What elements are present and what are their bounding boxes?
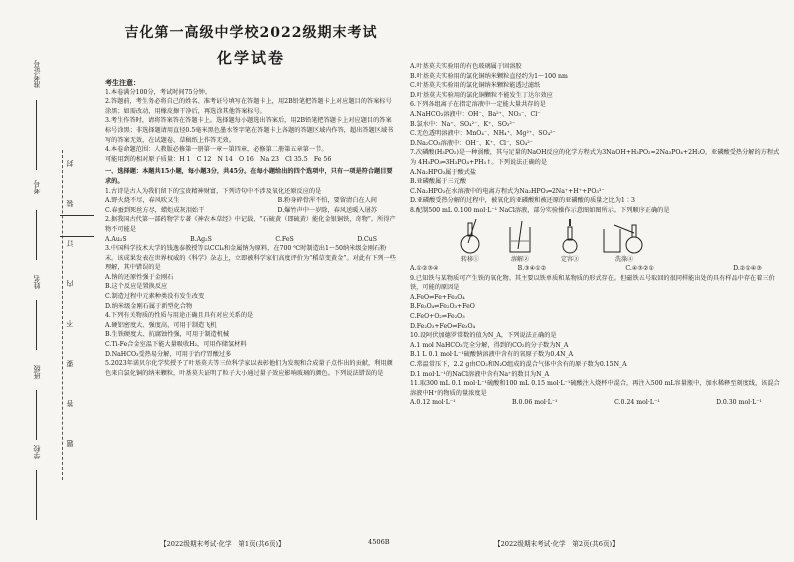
option: B.0.06 mol·L⁻¹ bbox=[512, 399, 558, 407]
seal-char: 要 bbox=[66, 360, 74, 367]
subject-title: 化学试卷 bbox=[216, 49, 285, 67]
seal-char: 不 bbox=[66, 320, 74, 327]
question-4: 4.下列有关物质的性质与用途正确且具有对应关系的是 bbox=[105, 312, 254, 320]
option: C.常温常压下，2.2 g由CO₂和N₂O组成的混合气体中含有的原子数为0.15N_A bbox=[410, 361, 627, 369]
option: A.Au₂S bbox=[105, 235, 127, 243]
seal-char: 答 bbox=[66, 400, 74, 407]
options-row bbox=[410, 264, 782, 274]
option: C.④③②① bbox=[625, 265, 655, 273]
exam-title: 吉化第一高级中学校2022级期末考试 bbox=[124, 25, 378, 41]
option: B.生铁硬度大、抗腐蚀性强，可用于制造机械 bbox=[105, 331, 230, 339]
option: B.粉身碎骨浑不怕，要留清白在人间 bbox=[277, 197, 377, 205]
notice-line: 4.本卷命题范围：人教版必修第一册第一章～第四章，必修第二册第五章第一节。 bbox=[105, 146, 328, 154]
option: C.制造过程中元素种类没有发生改变 bbox=[105, 293, 205, 301]
option: A.野火烧不尽，春风吹又生 bbox=[105, 197, 180, 205]
option: C.FeS bbox=[275, 235, 294, 243]
question-2: 2.据我国古代第一部药物学专著《神农本草经》中记载，“石硫黄（即硫黄）能化金银铜铁，奇物”。所得产物不可能是 bbox=[105, 216, 396, 233]
flask-transfer-icon bbox=[450, 219, 490, 255]
line bbox=[36, 100, 37, 170]
notice-line: 3.考生作答时，请将答案答在答题卡上。选择题每小题选出答案后，用2B铅笔把答题卡上对应题目的答案标号涂黑；非选择题请用直径0.5毫米黑色墨水签字笔在答题卡上各题的答题区域内作答，超出答题区域书写的答案无效，在试题卷、草稿纸上作答无效。 bbox=[105, 117, 394, 144]
option: B.叶基莫夫实验用的氯化铜纳米颗粒直径约为1～100 nm bbox=[410, 72, 568, 80]
option: A.NaHCO₃溶液中：OH⁻、Ba²⁺、NO₃⁻、Cl⁻ bbox=[410, 110, 541, 118]
option: D.②①④③ bbox=[733, 265, 762, 273]
question-3: 3.中国科学技术大学的钱逸泰教授等以CCl₄和金属钠为原料，在700 ℃时制造出1～50纳米级金刚石粉末。该成果发表在世界权威的《科学》杂志上，立即被科学家们高度评价为“稻草变黄金”。对此有下列一些理解，其中错误的是 bbox=[105, 245, 396, 272]
lab-step bbox=[500, 219, 540, 265]
label-exam-number: 准考证号 bbox=[33, 60, 41, 88]
option: D.纳米级金刚石属于新型化合物 bbox=[105, 302, 193, 310]
seal-char: 封 bbox=[66, 160, 74, 167]
lab-step bbox=[600, 219, 648, 265]
seal-char: 内 bbox=[66, 280, 74, 287]
line bbox=[36, 470, 37, 520]
page-footer: 【2022级期末考试·化学 第2页(共6页)】 bbox=[494, 540, 619, 548]
rinse-transfer-icon bbox=[600, 219, 648, 255]
divider bbox=[60, 215, 94, 216]
option: D.1 mol·L⁻¹的NaCl溶液中含有Na⁺的数目为N_A bbox=[410, 370, 550, 378]
option: A.FeO⇌Fe+Fe₃O₄ bbox=[410, 293, 465, 301]
section-heading: 一、选择题：本题共15小题，每小题3分，共45分。在每小题给出的四个选项中，只有一项是符合题目要求的。 bbox=[105, 168, 393, 185]
beaker-icon bbox=[500, 219, 540, 255]
exam-code: 4506B bbox=[368, 538, 390, 546]
option: A.硬铝密度大、强度高，可用于制造飞机 bbox=[105, 321, 217, 329]
notice-line: 1.本卷满分100分，考试时间75分钟。 bbox=[105, 88, 212, 96]
divider bbox=[60, 236, 94, 237]
option: D.爆竹声中一岁除，春风送暖入屠苏 bbox=[277, 206, 377, 214]
question-10: 10.设阿伏加德罗常数的值为N_A，下列说法正确的是 bbox=[410, 332, 557, 340]
atomic-masses: 可能用到的相对原子质量：H 1 C 12 N 14 O 16 Na 23 Cl 35.5 Fe 56 bbox=[105, 155, 332, 163]
option: D.叶基莫夫实验用的氯化铜颗粒不能发生丁达尔效应 bbox=[410, 91, 553, 99]
option: B.1 L 0.1 mol·L⁻¹硫酸钠溶液中含有的氧原子数为0.4N_A bbox=[410, 351, 574, 359]
option: B.氯水中：Na⁺、SO₄²⁻、K⁺、SO₃²⁻ bbox=[410, 120, 516, 128]
seal-line bbox=[62, 150, 77, 480]
lab-diagram bbox=[450, 219, 782, 265]
options-row bbox=[105, 235, 397, 245]
option: C.Ti-Fe合金室温下能大量吸收H₂，可用作储氢材料 bbox=[105, 341, 247, 349]
question-8: 8.配制500 mL 0.100 mol·L⁻¹ NaCl溶液，部分实验操作示意图如图所示。下列顺序正确的是 bbox=[410, 206, 670, 214]
option: C.无色透明溶液中：MnO₄⁻、NH₄⁺、Mg²⁺、SO₄²⁻ bbox=[410, 130, 556, 138]
option: D.Na₂CO₃溶液中：OH⁻、K⁺、Cl⁻、SO₄²⁻ bbox=[410, 139, 534, 147]
question-9: 9.已知铁与某物质可产生铁的氧化物。其主要以铁单质和某物质的形式存在。但磁铁五号取回的很同样能出处的具有样品中存在着三价铁，可能的原因是 bbox=[410, 274, 775, 292]
option: A.①②③④ bbox=[410, 265, 439, 273]
option: C.0.24 mol·L⁻¹ bbox=[614, 399, 660, 407]
notice-heading: 考生注意： bbox=[105, 78, 140, 87]
seal-char: 订 bbox=[66, 240, 74, 247]
label-student-id: 考号 bbox=[33, 180, 41, 194]
line bbox=[36, 390, 37, 440]
option: B.③④①② bbox=[517, 265, 547, 273]
binding-margin bbox=[8, 60, 98, 530]
option: C.叶基莫夫实验用的氯化铜纳米颗粒能透过滤纸 bbox=[410, 82, 541, 90]
option: A.叶基莫夫实验用的有色玻璃属于固溶胶 bbox=[410, 63, 522, 70]
question-7: 7.次磷酸(H₃PO₂)是一种弱酸，其与足量的NaOH反应的化学方程式为3NaOH+H₃PO₂=2Na₃PO₄+2H₂O，亚磷酸受热分解的方程式为 4H₃PO₃═3H₃PO₄+PH₃↑。下列说法正确的是 bbox=[410, 149, 780, 166]
option: C.FeO+O₂⇌Fe₂O₃ bbox=[410, 313, 465, 321]
dropper-flask-icon bbox=[550, 219, 590, 255]
step-label: 溶解② bbox=[510, 255, 530, 263]
option: D.NaHCO₃受热易分解，可用于治疗胃酸过多 bbox=[105, 350, 232, 358]
step-label: 转移① bbox=[460, 255, 480, 263]
option: C.春蚕到死丝方尽，蜡炬成灰泪始干 bbox=[105, 206, 205, 214]
question-11: 11.取300 mL 0.1 mol·L⁻¹硫酸和100 mL 0.15 mol·L⁻¹硫酸注入烧杯中混合，再注入500 mL容量瓶中，加水稀释至刻度线，该混合溶液中H⁺的物质的量浓度是 bbox=[410, 380, 780, 397]
option: A.钠的还原性强于金刚石 bbox=[105, 273, 174, 281]
option: D.CuS bbox=[357, 235, 377, 243]
lab-step bbox=[550, 219, 590, 265]
seal-char: 装 bbox=[66, 200, 74, 207]
option: B.Fe₃O₄⇌Fe₂O₃+FeO bbox=[410, 303, 475, 311]
options-row bbox=[105, 206, 397, 216]
line bbox=[36, 210, 37, 260]
question-6: 6.下列各组离子在指定溶液中一定能大量共存的是 bbox=[410, 101, 546, 109]
option: B.Ag₂S bbox=[190, 235, 212, 243]
lab-step bbox=[450, 219, 490, 265]
options-row bbox=[410, 398, 782, 408]
seal-char: 题 bbox=[66, 440, 74, 447]
option: D.Fe₂O₃+FeO⇌Fe₃O₄ bbox=[410, 322, 476, 330]
step-label: 洗涤④ bbox=[614, 255, 634, 263]
label-class: 班级 bbox=[33, 365, 41, 379]
option: A.Na₂HPO₃属于酸式盐 bbox=[410, 168, 477, 176]
option: B.亚磷酸属于三元酸 bbox=[410, 178, 467, 186]
line bbox=[36, 300, 37, 350]
option: D.亚磷酸受热分解的过程中，被氧化的亚磷酸和被还原的亚磷酸的质量之比为1∶3 bbox=[410, 197, 635, 205]
option: A.1 mol NaHCO₃完全分解，得到的CO₂的分子数为N_A bbox=[410, 341, 569, 349]
notice-line: 2.答题前，考生务必将自己的姓名、准考证号填写在答题卡上，用2B铅笔把答题卡上对应题目的答案标号涂黑；如需改动，用橡皮擦干净后，再选涂其他答案标号。 bbox=[105, 98, 392, 115]
label-school: 学校 bbox=[33, 445, 41, 459]
option: C.Na₂HPO₃在水溶液中的电离方程式为Na₂HPO₃═2Na⁺+H⁺+PO₃³⁻ bbox=[410, 187, 605, 195]
step-label: 定容③ bbox=[560, 255, 580, 263]
page-footer: 【2022级期末考试·化学 第1页(共6页)】 bbox=[160, 540, 285, 548]
label-name: 姓名 bbox=[33, 275, 41, 289]
option: A.0.12 mol·L⁻¹ bbox=[410, 399, 456, 407]
left-page bbox=[105, 14, 397, 549]
option: D.0.30 mol·L⁻¹ bbox=[716, 399, 762, 407]
question-1: 1.古诗是古人为我们留下的宝贵精神财富，下列诗句中不涉及氧化还原反应的是 bbox=[105, 187, 322, 195]
right-page bbox=[410, 62, 782, 540]
question-5: 5.2023年诺贝尔化学奖授予了叶基莫夫等三位科学家以表彰他们为发现和合成量子点作出的贡献，利用颜色来自氯化铜的纳米颗粒，叶基莫夫证明了粒子大小通过量子效应影响玻璃的颜色。下列说法错误的是 bbox=[105, 360, 393, 377]
options-row bbox=[105, 196, 397, 206]
option: B.这个反应是置换反应 bbox=[105, 283, 168, 291]
